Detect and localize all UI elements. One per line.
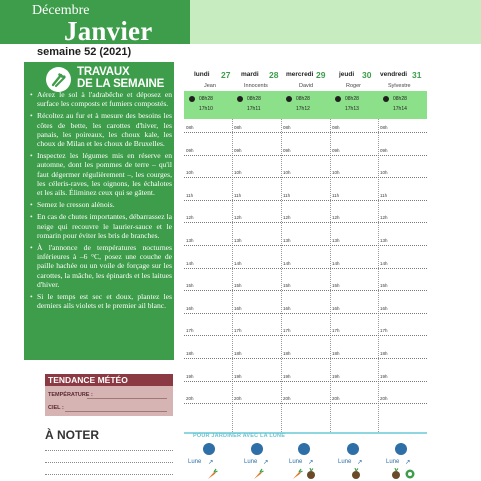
root-vegetable-icon [390,468,402,480]
sunrise-icon [237,96,243,102]
hour-label: 17h [283,328,291,333]
moon-day-thursday [332,443,376,481]
hour-label: 19h [234,374,242,379]
hour-label: 15h [332,283,340,288]
hour-row-13h[interactable] [184,245,427,246]
hour-label: 11h [186,193,194,198]
hour-label: 12h [186,215,194,220]
sunrise-icon [383,96,389,102]
moon-day-wednesday [283,443,327,481]
task-item: • Inspectez les légumes mis en réserve en automne, dont les pommes de terre – qu'il faut dégermer régulièrement –, les courges, les céleris-raves, les oignons, les échalotes et les ails. Éliminez ceux qui se gâtent. [28,151,172,197]
saint-monday: Jean [204,83,216,89]
moon-label: Lune [386,459,400,465]
hour-label: 09h [380,148,388,153]
sun-times-thursday [333,94,379,116]
hour-label: 10h [186,170,194,175]
hour-label: 10h [234,170,242,175]
hour-label: 19h [186,374,194,379]
weekly-tasks-panel [24,62,174,360]
hour-row-10h[interactable] [184,177,427,178]
hour-label: 10h [332,170,340,175]
hour-label: 14h [380,261,388,266]
hour-label: 14h [332,261,340,266]
sun-times-friday [381,94,427,116]
sunset-time: 17h13 [345,106,359,112]
moon-label: Lune [289,459,303,465]
hour-label: 13h [283,238,291,243]
root-vegetable-icon [305,468,317,480]
sky-field[interactable] [65,411,167,412]
hour-label: 20h [380,396,388,401]
day-number-thursday: 30 [362,70,372,80]
hour-label: 11h [234,193,242,198]
hour-row-08h[interactable] [184,132,427,133]
hour-row-11h[interactable] [184,200,427,201]
sun-times-tuesday [235,94,281,116]
hour-row-14h[interactable] [184,268,427,269]
hour-label: 12h [380,215,388,220]
sunrise-time: 08h28 [296,96,310,102]
rising-arrow-icon: ↗ [357,459,363,466]
sunset-moon-icon [189,106,195,112]
moon-phase-icon [203,443,215,455]
day-number-tuesday: 28 [269,70,279,80]
temperature-label: TEMPÉRATURE : [48,392,93,398]
hour-label: 20h [283,396,291,401]
sunrise-icon [189,96,195,102]
sky-label: CIEL : [48,405,64,411]
task-item: • En cas de chutes importantes, débarrassez la neige qui recouvre le laurier-sauce et le romarin pour éviter les bris de branches. [28,212,172,240]
weather-trend-title: TENDANCE MÉTÉO [45,374,173,386]
flower-icon [404,468,416,480]
day-name-monday: lundi [194,71,210,78]
previous-month-label: Décembre [32,3,90,18]
hour-label: 20h [332,396,340,401]
saint-tuesday: Innocents [244,83,268,89]
garden-tools-icon [46,67,71,92]
hour-row-17h[interactable] [184,335,427,336]
hour-label: 15h [234,283,242,288]
hour-label: 08h [332,125,340,130]
hour-label: 19h [332,374,340,379]
hour-label: 19h [283,374,291,379]
hour-label: 18h [332,351,340,356]
hour-label: 08h [380,125,388,130]
hour-label: 16h [332,306,340,311]
hour-label: 18h [186,351,194,356]
sunset-time: 17h11 [247,106,261,112]
hour-label: 20h [234,396,242,401]
hour-row-20h[interactable] [184,403,427,404]
hour-label: 16h [283,306,291,311]
tasks-list [28,90,172,313]
temperature-field[interactable] [87,398,167,399]
hour-label: 18h [380,351,388,356]
hour-label: 11h [380,193,388,198]
sunrise-icon [286,96,292,102]
sunset-time: 17h12 [296,106,310,112]
sunrise-time: 08h28 [345,96,359,102]
hour-row-12h[interactable] [184,222,427,223]
saint-wednesday: David [299,83,314,89]
hour-label: 12h [332,215,340,220]
hour-label: 17h [234,328,242,333]
hour-label: 08h [234,125,242,130]
hour-label: 09h [234,148,242,153]
note-line[interactable] [45,462,173,463]
tasks-title-line1: TRAVAUX [77,66,130,78]
moon-label: Lune [338,459,352,465]
hour-label: 16h [380,306,388,311]
moon-phase-icon [347,443,359,455]
day-number-friday: 31 [412,70,422,80]
hour-label: 08h [186,125,194,130]
hour-label: 18h [234,351,242,356]
hour-row-09h[interactable] [184,155,427,156]
hour-label: 08h [283,125,291,130]
moon-label: Lune [188,459,202,465]
hour-label: 10h [283,170,291,175]
task-item: • Semez le cresson alénois. [28,200,172,209]
rising-arrow-icon: ↗ [308,459,314,466]
sunset-moon-icon [237,106,243,112]
column-separator [330,119,331,432]
day-number-monday: 27 [221,70,231,80]
rising-arrow-icon: ↗ [208,459,214,466]
hour-row-19h[interactable] [184,381,427,382]
root-vegetable-icon [350,468,362,480]
carrot-icon [252,468,264,480]
sunrise-time: 08h28 [393,96,407,102]
saint-thursday: Roger [346,83,361,89]
weather-trend-box [45,386,173,416]
moon-phase-icon [395,443,407,455]
sunset-moon-icon [286,106,292,112]
hour-label: 17h [380,328,388,333]
hour-label: 09h [283,148,291,153]
hour-label: 09h [332,148,340,153]
hour-row-16h[interactable] [184,313,427,314]
hour-label: 09h [186,148,194,153]
hour-label: 14h [234,261,242,266]
tasks-title [77,66,164,90]
hour-label: 10h [380,170,388,175]
day-name-friday: vendredi [380,71,408,78]
sun-times-wednesday [284,94,330,116]
moon-phase-icon [298,443,310,455]
sunset-time: 17h14 [393,106,407,112]
hour-label: 15h [283,283,291,288]
sun-times-monday [187,94,233,116]
hour-label: 15h [186,283,194,288]
day-number-wednesday: 29 [316,70,326,80]
hour-label: 19h [380,374,388,379]
moon-day-monday [188,443,232,481]
day-name-tuesday: mardi [241,71,259,78]
sunrise-icon [335,96,341,102]
hour-label: 18h [283,351,291,356]
hour-label: 13h [332,238,340,243]
hour-label: 17h [186,328,194,333]
week-label: semaine 52 (2021) [37,46,132,58]
carrot-icon [291,468,303,480]
tasks-title-line2: DE LA SEMAINE [77,78,165,90]
column-separator [378,119,379,432]
rising-arrow-icon: ↗ [405,459,411,466]
hour-label: 15h [380,283,388,288]
moon-label: Lune [244,459,258,465]
note-line[interactable] [45,450,173,451]
hour-label: 12h [234,215,242,220]
saint-friday: Sylvestre [388,83,411,89]
day-name-thursday: jeudi [339,71,355,78]
hour-label: 14h [186,261,194,266]
sunset-time: 17h10 [199,106,213,112]
day-name-wednesday: mercredi [286,71,314,78]
sunrise-time: 08h28 [199,96,213,102]
task-item: • Si le temps est sec et doux, plantez les derniers ails violets et le premier ail blanc. [28,292,172,310]
sunset-moon-icon [383,106,389,112]
moon-gardening-title: POUR JARDINER AVEC LA LUNE [193,433,286,439]
hour-label: 12h [283,215,291,220]
moon-day-friday [380,443,424,481]
hour-label: 17h [332,328,340,333]
task-item: • Aérez le sol à l'adrabêche et déposez en surface les composts et fumiers compostés. [28,90,172,108]
week-calendar [184,0,481,481]
column-separator [232,119,233,432]
hour-label: 16h [186,306,194,311]
hour-label: 20h [186,396,194,401]
task-item: • Récoltez au fur et à mesure des besoins les côtes de bette, les carottes d'hiver, les panais, les poireaux, les choux kale, les choux de Milan et les choux de Bruxelles. [28,111,172,148]
hour-label: 16h [234,306,242,311]
hour-label: 11h [283,193,291,198]
moon-phase-icon [251,443,263,455]
task-item: • À l'annonce de températures nocturnes inférieures à –6 °C, posez une couche de paille hachée ou un voile de forçage sur les carottes, la mâche, les épinards et les laitues d'hiver. [28,243,172,289]
hour-label: 13h [380,238,388,243]
column-separator [281,119,282,432]
hour-row-15h[interactable] [184,290,427,291]
hour-label: 11h [332,193,340,198]
hour-label: 14h [283,261,291,266]
moon-day-tuesday [236,443,280,481]
sunrise-time: 08h28 [247,96,261,102]
rising-arrow-icon: ↗ [263,459,269,466]
hour-label: 13h [186,238,194,243]
hour-row-18h[interactable] [184,358,427,359]
month-title: Janvier [64,16,153,46]
hour-label: 13h [234,238,242,243]
note-line[interactable] [45,474,173,475]
sunset-moon-icon [335,106,341,112]
notes-title: À NOTER [45,428,99,442]
carrot-icon [206,468,218,480]
